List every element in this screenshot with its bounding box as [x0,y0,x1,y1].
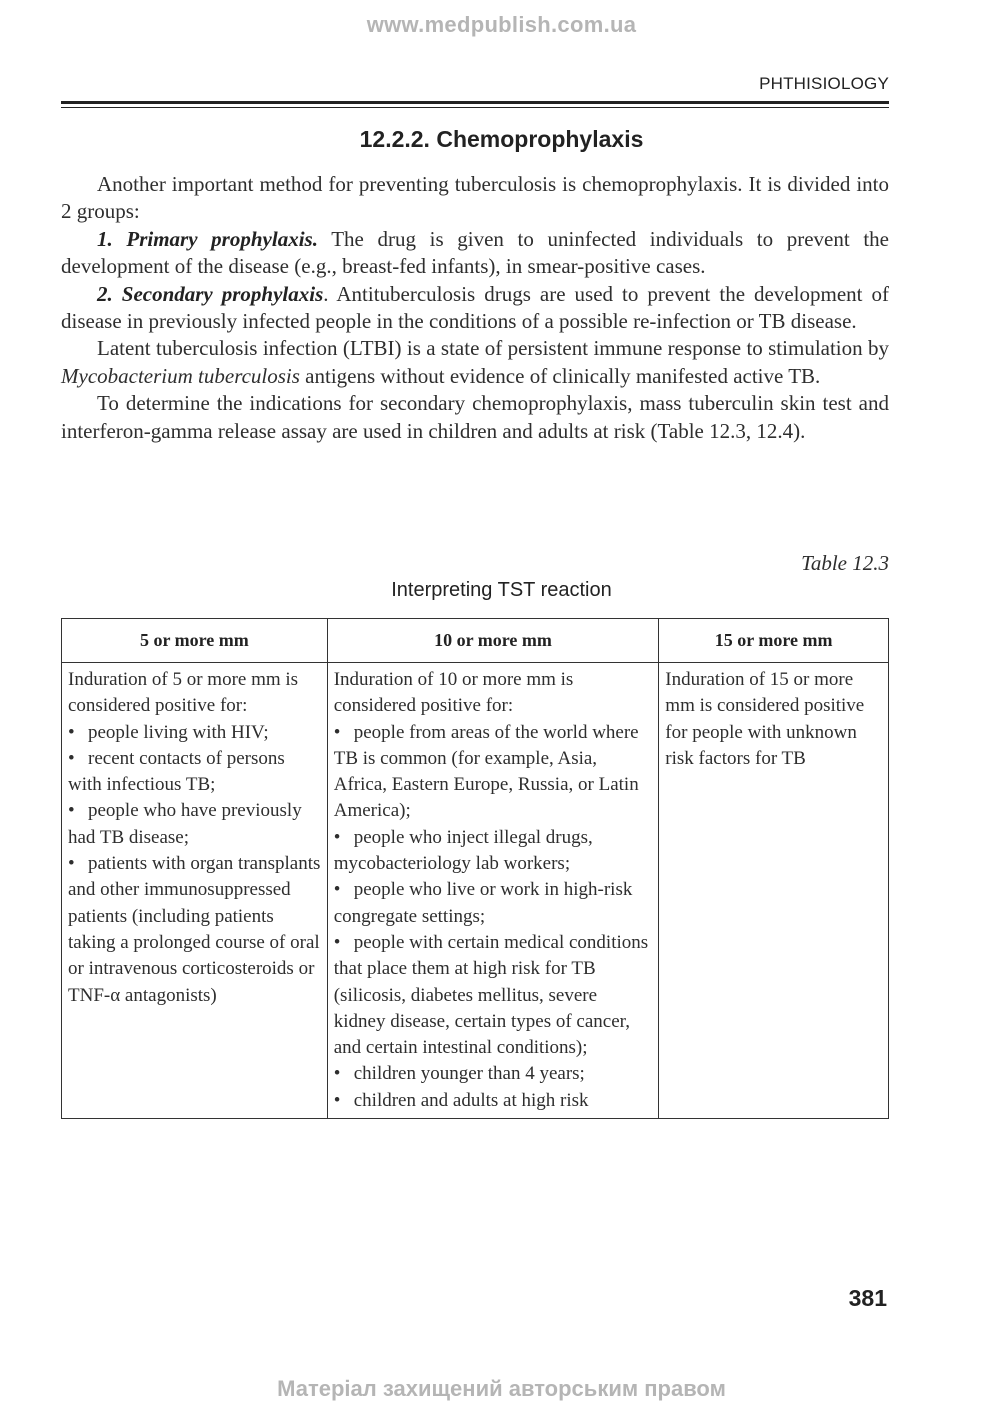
list-item [68,746,321,799]
list-item-text: people who have previously had TB disease; [68,800,302,848]
list-item-text: people from areas of the world where TB is common (for example, Asia, Africa, Eastern Europe, Russia, or Latin America); [333,721,639,822]
table-cell-15mm [659,663,889,1119]
paragraph-ltbi [61,335,889,390]
ltbi-text-b: antigens without evidence of clinically manifested active TB. [299,363,821,388]
body-text [61,171,889,445]
bullet-icon: • [333,879,341,901]
list-item [68,720,321,746]
bullet-icon: • [333,826,341,848]
bullet-icon: • [68,721,75,743]
list-item-text: children younger than 4 years; [353,1063,585,1085]
table-cell-5mm [62,663,328,1119]
paragraph-primary [61,226,889,281]
list-item-text: people who live or work in high-risk congregate settings; [333,879,633,927]
cell-text: Induration of 15 or more mm is considered positive for people with unknown risk factors for TB [665,669,865,769]
list-item-text: recent contacts of persons with infectious TB; [68,747,285,796]
section-heading: 12.2.2. Chemoprophylaxis [359,126,644,152]
bullet-icon: • [68,800,75,822]
table-row [62,663,889,1119]
paragraph-intro: Another important method for preventing tuberculosis is chemoprophylaxis. It is divided into 2 groups: [61,172,889,224]
ltbi-italic: Mycobacterium tuberculosis [61,363,300,388]
ltbi-text-a: Latent tuberculosis infection (LTBI) is a state of persistent immune response to stimulation by [97,336,889,361]
list-item-text: people living with HIV; [88,721,269,743]
cell-intro: Induration of 5 or more mm is considered positive for: [68,669,299,717]
list-item [334,720,653,825]
table-header-cell: 5 or more mm [62,619,328,663]
bullet-icon: • [333,721,341,743]
table-title: Interpreting TST reaction [391,579,612,601]
watermark-bottom: Матеріал захищений авторським правом [277,1376,726,1401]
paragraph-secondary [61,281,889,336]
list-item [334,877,653,930]
bullet-icon: • [333,931,341,953]
bullet-icon: • [68,853,75,875]
table-header-cell: 10 or more mm [327,619,659,663]
running-head: PHTHISIOLOGY [759,74,889,93]
table-header-row [62,619,889,663]
table-label: Table 12.3 [801,551,889,575]
list-item-text: patients with organ transplants and other immunosuppressed patients (including patients taking a prolonged course of oral or intravenous corticosteroids or TNF-α antagonists) [68,853,321,1006]
header-rule-thick [61,101,889,104]
list-item [334,825,653,878]
page-number: 381 [848,1285,887,1311]
bullet-icon: • [333,1089,341,1111]
secondary-lead: 2. Secondary prophylaxis [97,281,324,306]
watermark-top: www.medpublish.com.ua [366,12,637,37]
table-cell-10mm [327,663,659,1119]
list-item [334,1088,653,1114]
bullet-icon: • [333,1063,341,1085]
paragraph-indications: To determine the indications for secondary chemoprophylaxis, mass tuberculin skin test and interferon-gamma release assay are used in children and adults at risk (Table 12.3, 12.4). [61,391,889,443]
tst-table [61,618,889,1119]
primary-text: The drug is given to uninfected individuals to prevent the development of the disease (e.g., breast-fed infants), in smear-positive cases. [61,226,889,279]
cell-intro: Induration of 10 or more mm is considered positive for: [333,669,574,717]
list-item [334,930,653,1061]
list-item-text: people with certain medical conditions that place them at high risk for TB (silicosis, diabetes mellitus, severe kidney disease, certain types of cancer, and certain intestinal conditions); [333,931,649,1059]
bullet-icon: • [68,747,75,769]
secondary-text: . Antituberculosis drugs are used to prevent the development of disease in previously infected people in the conditions of a possible re-infection or TB disease. [61,281,889,334]
list-item [68,798,321,851]
list-item [68,851,321,1009]
table-header-cell: 15 or more mm [659,619,889,663]
header-rule-thin [61,107,889,108]
list-item-text: children and adults at high risk [353,1089,589,1111]
list-item-text: people who inject illegal drugs, mycobacteriology lab workers; [333,826,593,875]
primary-lead: 1. Primary prophylaxis. [97,226,318,251]
list-item [334,1061,653,1087]
